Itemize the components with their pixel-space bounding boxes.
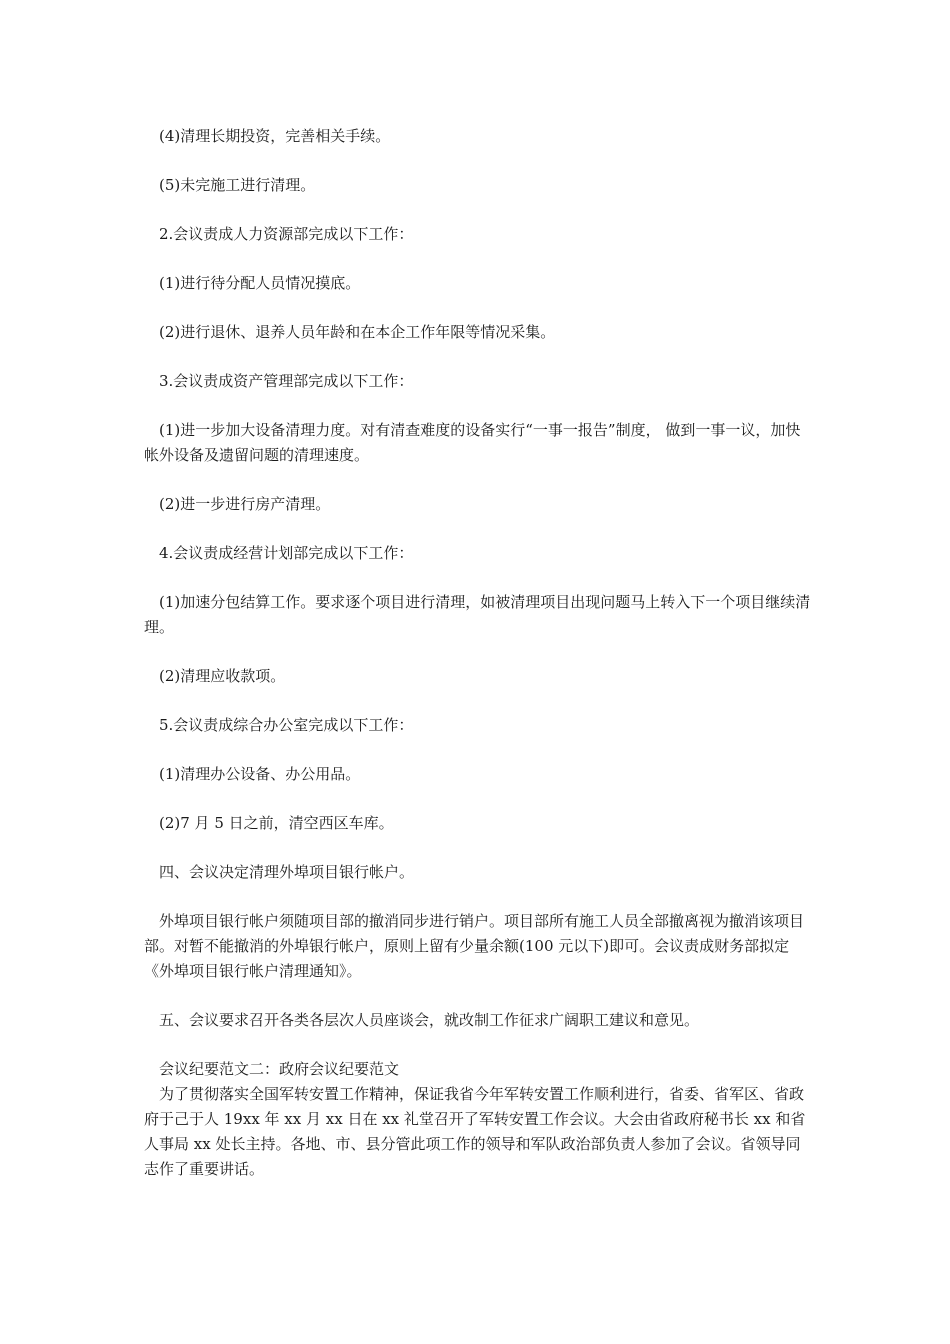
paragraph-17: 五、会议要求召开各类各层次人员座谈会，就改制工作征求广阔职工建议和意见。 [159, 1011, 700, 1029]
paragraph-6: 3.会议责成资产管理部完成以下工作： [159, 372, 414, 390]
paragraph-8: (2)进一步进行房产清理。 [159, 495, 331, 513]
document-body [144, 124, 812, 1182]
paragraph-14: (2)7 月 5 日之前，清空西区车库。 [159, 814, 394, 832]
paragraph-15: 四、会议决定清理外埠项目银行帐户。 [159, 863, 415, 881]
paragraph-5: (2)进行退休、退养人员年龄和在本企工作年限等情况采集。 [159, 323, 556, 341]
paragraph-12: 5.会议责成综合办公室完成以下工作： [159, 716, 414, 734]
paragraph-1: (4)清理长期投资，完善相关手续。 [159, 127, 391, 145]
section-heading: 会议纪要范文二：政府会议纪要范文 [159, 1060, 400, 1078]
paragraph-9: 4.会议责成经营计划部完成以下工作： [159, 544, 414, 562]
paragraph-16: 外埠项目银行帐户须随项目部的撤消同步进行销户。项目部所有施工人员全部撤离视为撤消该项目部。对暂不能撤消的外埠银行帐户，原则上留有少量余额(100 元以下)即可。会议责成财务部拟定《外埠项目银行帐户清理通知》。 [144, 912, 805, 980]
paragraph-4: (1)进行待分配人员情况摸底。 [159, 274, 361, 292]
paragraph-13: (1)清理办公设备、办公用品。 [159, 765, 361, 783]
paragraph-3: 2.会议责成人力资源部完成以下工作： [159, 225, 414, 243]
paragraph-19: 为了贯彻落实全国军转安置工作精神，保证我省今年军转安置工作顺利进行，省委、省军区、省政府于己于人 19xx 年 xx 月 xx 日在 xx 礼堂召开了军转安置工作会议。大会由省政府秘书长 xx 和省人事局 xx 处长主持。各地、市、县分管此项工作的领导和军队政治部负责人参加了会议。省领导同志作了重要讲话。 [144, 1085, 806, 1178]
paragraph-11: (2)清理应收款项。 [159, 667, 286, 685]
paragraph-10: (1)加速分包结算工作。要求逐个项目进行清理，如被清理项目出现问题马上转入下一个项目继续清理。 [144, 593, 811, 636]
paragraph-7: (1)进一步加大设备清理力度。对有清查难度的设备实行“一事一报告”制度， 做到一事一议，加快帐外设备及遗留问题的清理速度。 [144, 421, 801, 464]
paragraph-2: (5)未完施工进行清理。 [159, 176, 316, 194]
